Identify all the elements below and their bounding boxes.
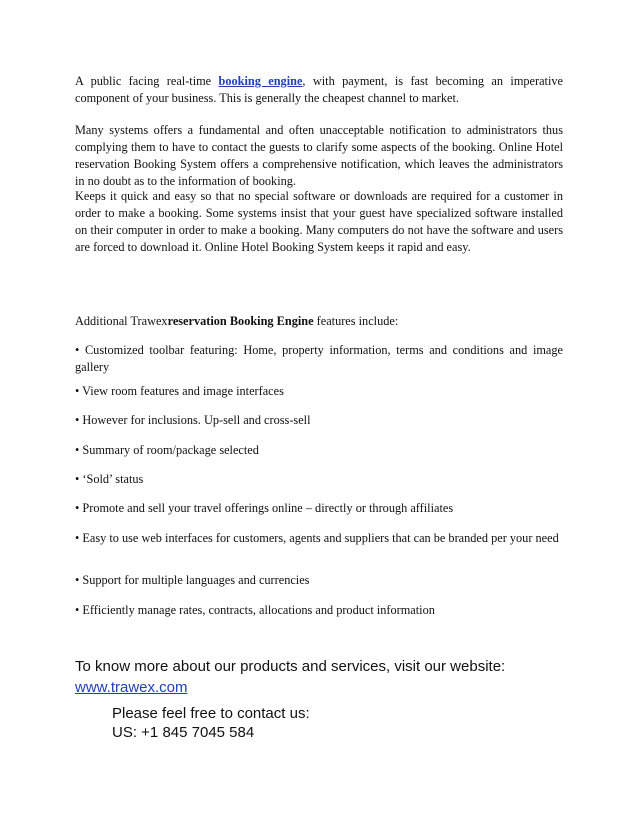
features-heading <box>75 313 563 330</box>
features-heading-bold: reservation Booking Engine <box>167 314 314 328</box>
booking-engine-link[interactable]: booking engine <box>218 74 303 88</box>
intro-p1-after: , with payment, is fast becoming an imperative component of your business. This is generally the cheapest channel to market. <box>75 74 563 105</box>
features-heading-after: features include: <box>313 314 399 328</box>
feature-item: • Efficiently manage rates, contracts, allocations and product information <box>75 603 435 617</box>
intro-paragraph-3: Keeps it quick and easy so that no special software or downloads are required for a customer in order to make a booking. Some systems insist that your guest have specialized software installed on their computer in order to make a booking. Many computers do not have the software and users are forced to download it. Online Hotel Booking System keeps it rapid and easy. <box>75 189 563 254</box>
intro-paragraph-1 <box>75 73 563 107</box>
feature-item: • Customized toolbar featuring: Home, property information, terms and conditions and image gallery <box>75 343 563 374</box>
intro-paragraph-2: Many systems offers a fundamental and often unacceptable notification to administrators thus complying them to have to contact the guests to clarify some aspects of the booking. Online Hotel reservation Booking System offers a comprehensive notification, which leaves the administrators in no doubt as to the information of booking. <box>75 123 563 188</box>
intro-p1-before: A public facing real-time <box>75 74 219 88</box>
feature-item: • Promote and sell your travel offerings online – directly or through affiliates <box>75 501 454 515</box>
website-text: To know more about our products and services, visit our website: <box>75 658 506 675</box>
feature-item: • Support for multiple languages and currencies <box>75 573 310 587</box>
phone-number: US: +1 845 7045 584 <box>112 724 255 741</box>
feature-item: • Easy to use web interfaces for customers, agents and suppliers that can be branded per your need <box>75 531 559 545</box>
feature-item: • View room features and image interfaces <box>75 384 284 398</box>
contact-text: Please feel free to contact us: <box>112 705 310 722</box>
website-link[interactable]: www.trawex.com <box>75 679 188 696</box>
feature-item: • ‘Sold’ status <box>75 472 144 486</box>
feature-item: • Summary of room/package selected <box>75 443 259 457</box>
feature-item: • However for inclusions. Up-sell and cross-sell <box>75 413 311 427</box>
features-heading-before: Additional Trawex <box>75 314 168 328</box>
